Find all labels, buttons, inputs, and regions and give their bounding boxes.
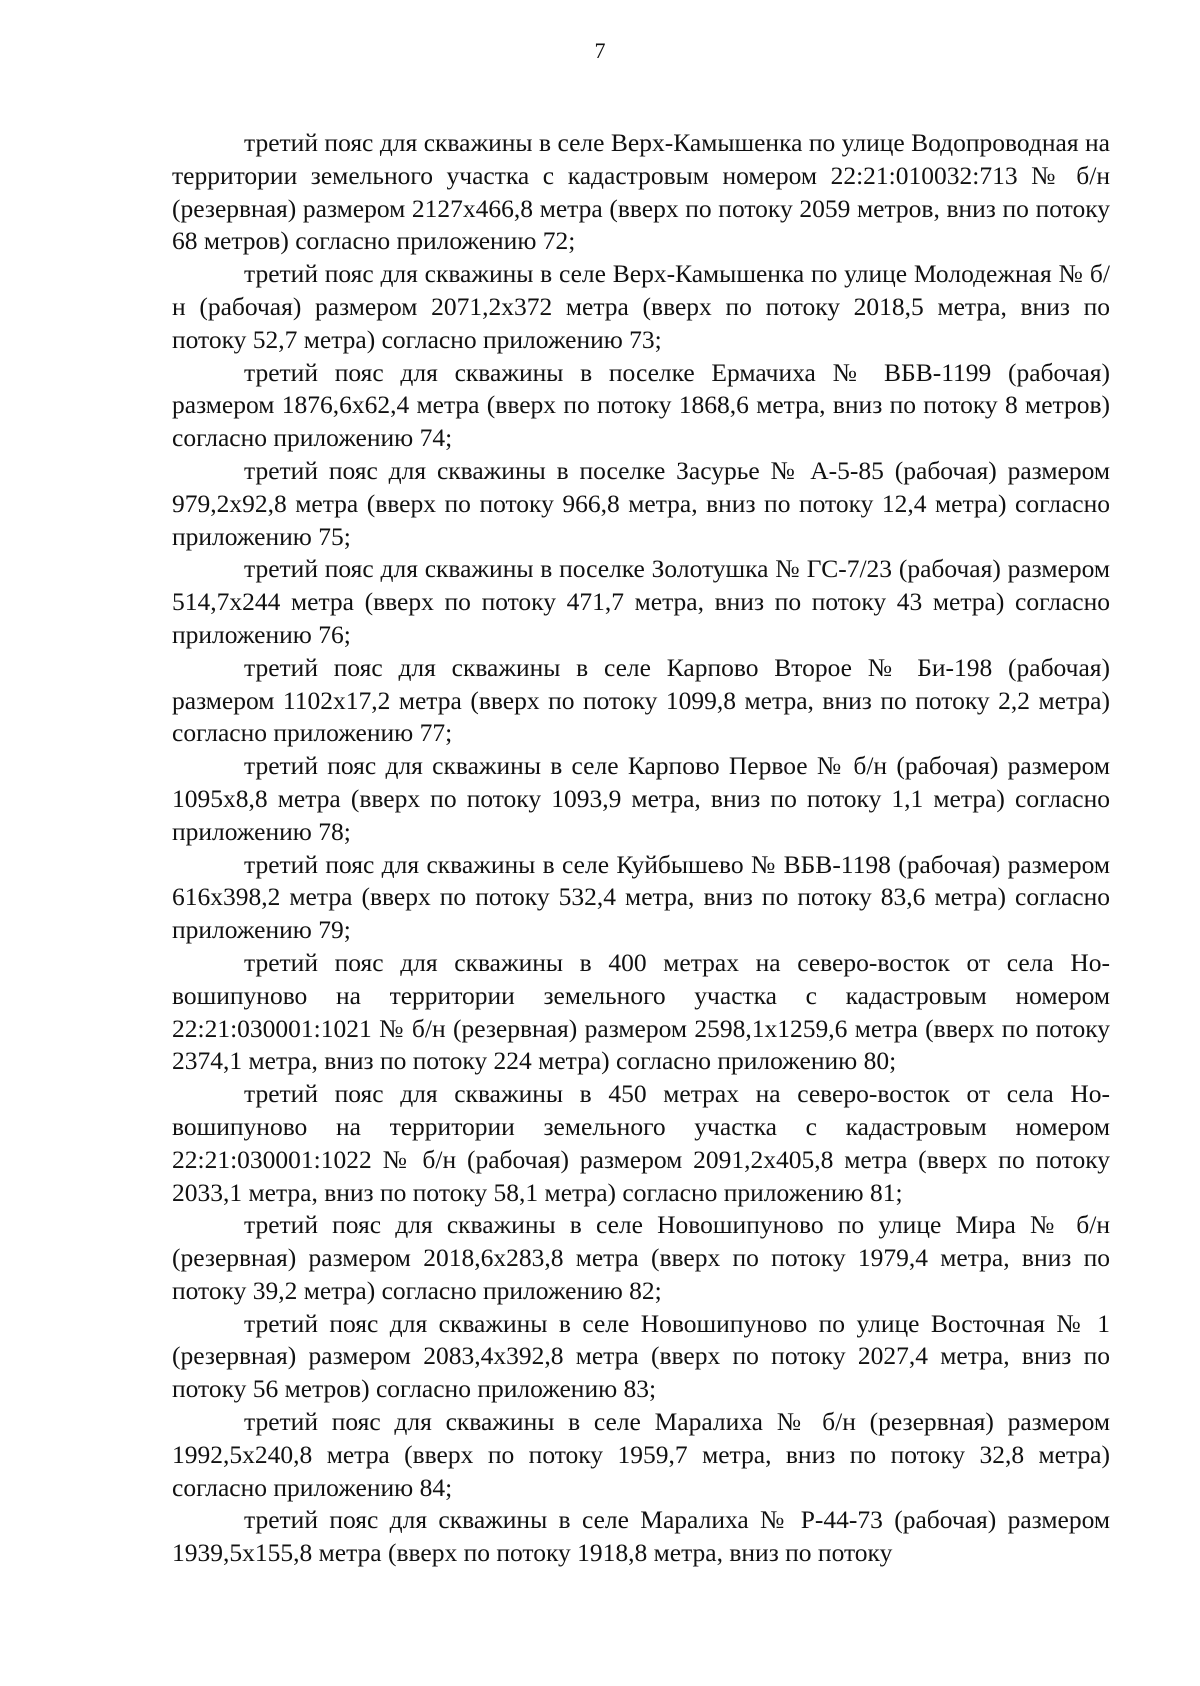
paragraph: третий пояс для скважины в 400 метрах на северо-восток от села Новошипуново на территории земельного участка с кадастровым номером 22:21:030001:1021 № б/н (резервная) размером 2598,1х1259,6 метра (вверх по потоку 2374,1 метра, вниз по потоку 224 метра) согласно приложению 80; [172, 947, 1110, 1076]
document-body [172, 127, 1110, 1570]
paragraph: третий пояс для скважины в селе Новошипуново по улице Мира № б/н (резервная) размером 2018,6х283,8 метра (вверх по потоку 1979,4 метра, вниз по потоку 39,2 метра) согласно приложению 82; [172, 1210, 1110, 1305]
paragraph: третий пояс для скважины в поселке Засурье № А-5-85 (рабочая) размером 979,2х92,8 метра (вверх по потоку 966,8 метра, вниз по потоку 12,4 метра) согласно приложению 75; [172, 455, 1110, 551]
paragraph: третий пояс для скважины в селе Новошипуново по улице Восточная № 1 (резервная) размером 2083,4х392,8 метра (вверх по потоку 2027,4 метра, вниз по потоку 56 метров) согласно приложению 83; [172, 1308, 1110, 1404]
paragraph: третий пояс для скважины в селе Куйбышево № ВБВ-1198 (рабочая) размером 616х398,2 метра (вверх по потоку 532,4 метра, вниз по потоку 83,6 метра) согласно приложению 79; [172, 849, 1110, 945]
paragraph: третий пояс для скважины в поселке Ермачиха № ВБВ-1199 (рабочая) размером 1876,6х62,4 метра (вверх по потоку 1868,6 метра, вниз по потоку 8 метров) согласно приложению 74; [172, 357, 1110, 453]
paragraph: третий пояс для скважины в селе Маралиха № б/н (резервная) размером 1992,5х240,8 метра (вверх по потоку 1959,7 метра, вниз по потоку 32,8 метра) согласно приложению 84; [172, 1407, 1110, 1502]
paragraph: третий пояс для скважины в селе Маралиха № Р-44-73 (рабочая) размером 1939,5х155,8 метра (вверх по потоку 1918,8 метра, вниз по потоку [172, 1505, 1110, 1568]
paragraph: третий пояс для скважины в 450 метрах на северо-восток от села Новошипуново на территории земельного участка с кадастровым номером 22:21:030001:1022 № б/н (рабочая) размером 2091,2х405,8 метра (вверх по потоку 2033,1 метра, вниз по потоку 58,1 метра) согласно приложению 81; [172, 1079, 1110, 1207]
paragraph: третий пояс для скважины в селе Карпово Первое № б/н (рабочая) размером 1095х8,8 метра (вверх по потоку 1093,9 метра, вниз по потоку 1,1 метра) согласно приложению 78; [172, 751, 1110, 846]
page-number: 7 [594, 38, 606, 63]
paragraph: третий пояс для скважины в селе Карпово Второе № Би-198 (рабочая) размером 1102х17,2 метра (вверх по потоку 1099,8 метра, вниз по потоку 2,2 метра) согласно приложению 77; [172, 652, 1110, 748]
paragraph: третий пояс для скважины в поселке Золотушка № ГС-7/23 (рабочая) размером 514,7х244 метра (вверх по потоку 471,7 метра, вниз по потоку 43 метра) согласно приложению 76; [172, 554, 1110, 649]
paragraph: третий пояс для скважины в селе Верх-Камышенка по улице Молодежная № б/н (рабочая) размером 2071,2х372 метра (вверх по потоку 2018,5 метра, вниз по потоку 52,7 метра) согласно приложению 73; [172, 259, 1110, 354]
paragraph: третий пояс для скважины в селе Верх-Камышенка по улице Водопроводная на территории земельного участка с кадастровым номером 22:21:010032:713 № б/н (резервная) размером 2127х466,8 метра (вверх по потоку 2059 метров, вниз по потоку 68 метров) согласно приложению 72; [172, 128, 1110, 256]
